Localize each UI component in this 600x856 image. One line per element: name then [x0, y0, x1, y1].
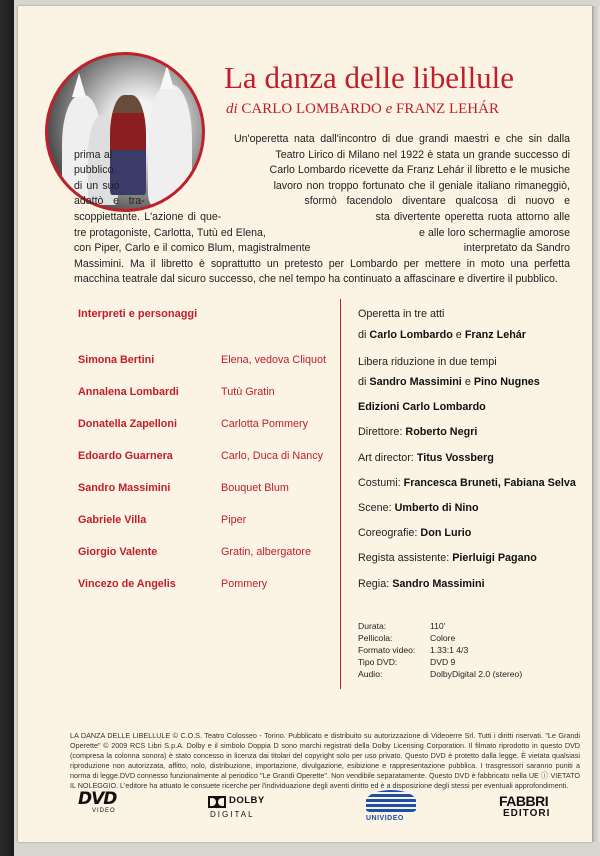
credit-line — [358, 552, 537, 564]
credit-line: Libera riduzione in due tempi — [358, 356, 497, 368]
univideo-logo-text: UNIVIDEO — [366, 815, 404, 822]
univideo-mark-icon — [366, 790, 416, 812]
author-2: FRANZ LEHÁR — [396, 101, 499, 117]
credit-prefix: di — [358, 329, 367, 341]
credit-joiner: e — [455, 329, 462, 341]
credit-joiner: e — [464, 376, 471, 388]
credit-name: Roberto Negri — [405, 426, 478, 438]
credit-name: Pierluigi Pagano — [452, 552, 537, 564]
credit-name: Pino Nugnes — [473, 376, 540, 388]
cast-heading: Interpreti e personaggi — [78, 308, 198, 320]
clown-hat — [160, 65, 174, 89]
tech-spec-row — [358, 621, 446, 631]
dolby-digital-logo — [208, 796, 278, 822]
authors-line — [226, 101, 499, 118]
credit-line: Operetta in tre atti — [358, 308, 445, 320]
tech-label: Tipo DVD: — [358, 657, 398, 667]
credit-prefix: di — [358, 376, 367, 388]
synopsis — [74, 132, 570, 288]
tech-label: Audio: — [358, 669, 383, 679]
tech-spec-row — [358, 633, 456, 643]
credit-name: Franz Lehár — [464, 329, 527, 341]
synopsis-line: e alle loro schermaglie amorose con Piper, Carlo e il comico Blum, magistralmente — [74, 226, 570, 255]
tech-spec-row — [358, 657, 456, 667]
credit-name: Sandro Massimini — [369, 376, 462, 388]
tech-spec-row — [358, 669, 523, 679]
synopsis-line: per mettere in moto una perfetta macchina teatrale dal sicuro successo, che nel tempo ha continuato a affascinare e divertire il pubblico. — [74, 257, 571, 286]
credit-line — [358, 329, 526, 341]
tech-value: 1.33:1 4/3 — [430, 645, 469, 655]
credit-name: Umberto di Nino — [394, 502, 479, 514]
tech-value: Colore — [430, 633, 456, 643]
credit-name: Edizioni Carlo Lombardo — [358, 401, 486, 413]
cast-role: Pommery — [221, 578, 268, 590]
double-d-icon — [208, 796, 226, 808]
dvd-video-logo — [78, 789, 134, 817]
univideo-logo — [360, 790, 420, 830]
synopsis-line: Teatro Lirico di Milano nel 1922 è stata un grande successo di pubblico. — [74, 148, 571, 177]
authors-joiner: e — [385, 101, 393, 117]
synopsis-line: interpretato da Sandro Massimini. Ma il libretto è soprattutto un pretesto per Lombardo — [74, 242, 570, 270]
dolby-logo-text: DOLBY — [229, 795, 265, 806]
credit-label: Regista assistente: — [358, 552, 450, 564]
cast-actor: Giorgio Valente — [78, 546, 158, 558]
credit-line — [358, 502, 479, 514]
cast-role: Bouquet Blum — [221, 482, 289, 494]
tech-label: Formato video: — [358, 645, 416, 655]
cast-role: Gratin, albergatore — [221, 546, 312, 558]
tech-label: Durata: — [358, 621, 387, 631]
tech-spec-row — [358, 645, 469, 655]
cast-role: Tutù Gratin — [221, 386, 275, 398]
back-cover — [18, 6, 592, 842]
credit-line — [358, 376, 540, 388]
cast-actor: Vincezo de Angelis — [78, 578, 176, 590]
tech-value: 110' — [430, 621, 446, 631]
authors-prefix: di — [226, 101, 238, 117]
credit-label: Costumi: — [358, 477, 401, 489]
synopsis-line: sformò facendolo diventare qualcosa di nuovo e scoppiettante. L'azione di que- — [74, 195, 570, 223]
credit-line — [358, 401, 486, 413]
cast-actor: Simona Bertini — [78, 354, 155, 366]
credit-label: Direttore: — [358, 426, 403, 438]
cast-actor: Donatella Zapelloni — [78, 418, 177, 430]
dolby-logo-sub: DIGITAL — [210, 810, 255, 819]
synopsis-line: Carlo Lombardo ricevette da Franz Lehár il libretto e le musiche di un suo — [74, 164, 570, 192]
tech-label: Pellicola: — [358, 633, 393, 643]
cast-actor: Annalena Lombardi — [78, 386, 179, 398]
credit-name: Sandro Massimini — [392, 578, 485, 590]
credit-name: Francesca Bruneti, Fabiana Selva — [403, 477, 576, 489]
tech-value: DolbyDigital 2.0 (stereo) — [430, 669, 523, 679]
credit-line — [358, 527, 471, 539]
case-edge — [592, 6, 600, 842]
cast-role: Piper — [221, 514, 247, 526]
credit-line — [358, 426, 477, 438]
synopsis-line: Un'operetta nata dall'incontro di due grandi maestri e che sin dalla prima al — [74, 133, 570, 161]
dvd-logo-sub: VIDEO — [92, 808, 116, 814]
cast-actor: Edoardo Guarnera — [78, 450, 173, 462]
synopsis-line: lavoro non troppo fortunato che il geniale italiano rimaneggiò, adattò e tra- — [74, 179, 570, 208]
credit-name: Titus Vossberg — [416, 452, 494, 464]
credit-name: Carlo Lombardo — [369, 329, 453, 341]
fabbri-logo-sub: EDITORI — [503, 808, 551, 819]
credit-label: Art director: — [358, 452, 414, 464]
cast-role: Carlotta Pommery — [221, 418, 308, 430]
column-divider — [340, 299, 341, 689]
author-1: CARLO LOMBARDO — [241, 101, 382, 117]
synopsis-line: sta divertente operetta ruota attorno alle tre protagoniste, Carlotta, Tutù ed Elena, — [74, 210, 570, 239]
credit-line — [358, 477, 576, 489]
legal-fine-print: LA DANZA DELLE LIBELLULE © C.O.S. Teatro Colosseo - Torino. Pubblicato e distribuito su autorizzazione di Videoerre Srl. Tutti i diritti riservati. "Le Grandi Operette" © 2009 RCS Libri S.p.A. Dolby e il simbolo Doppia D sono marchi registrati della Dolby Licensing Corporation. Il filmato riprodotto in questo DVD (compresa la colonna sonora) è stato concesso in licenza dai titolari del copyright solo per uso privato. Questo DVD è protetto dalla legge. È vietata qualsiasi riproduzione non autorizzata, affitto, nolo, distribuzione, importazione, divulgazione, esibizione e rappresentazione pubblica. I trasgressori saranno puniti a norma di legge.DVD connesso funzionalmente al periodico "Le Grandi Operette". Non vendibile separatamente. Questo DVD è fabbricato nella UE ⓘ VIETATO IL NOLEGGIO. L'editore ha attuato le consuete ricerche per l'individuazione degli aventi diritto ed è a disposizione degli stessi per eventuali approfondimenti. — [70, 731, 580, 790]
dvd-logo-text: DVD — [78, 789, 117, 809]
tech-value: DVD 9 — [430, 657, 456, 667]
page-title: La danza delle libellule — [224, 60, 515, 95]
credit-label: Regia: — [358, 578, 390, 590]
cast-role: Carlo, Duca di Nancy — [221, 450, 324, 462]
cast-actor: Sandro Massimini — [78, 482, 171, 494]
cast-role: Elena, vedova Cliquot — [221, 354, 327, 366]
clown-hat — [72, 73, 86, 97]
credit-line — [358, 452, 494, 464]
credit-line — [358, 578, 485, 590]
fabbri-logo-text: FABBRI — [499, 793, 549, 809]
credit-label: Coreografie: — [358, 527, 418, 539]
cast-actor: Gabriele Villa — [78, 514, 147, 526]
credit-name: Don Lurio — [420, 527, 472, 539]
fabbri-editori-logo — [499, 793, 565, 823]
credit-label: Scene: — [358, 502, 392, 514]
